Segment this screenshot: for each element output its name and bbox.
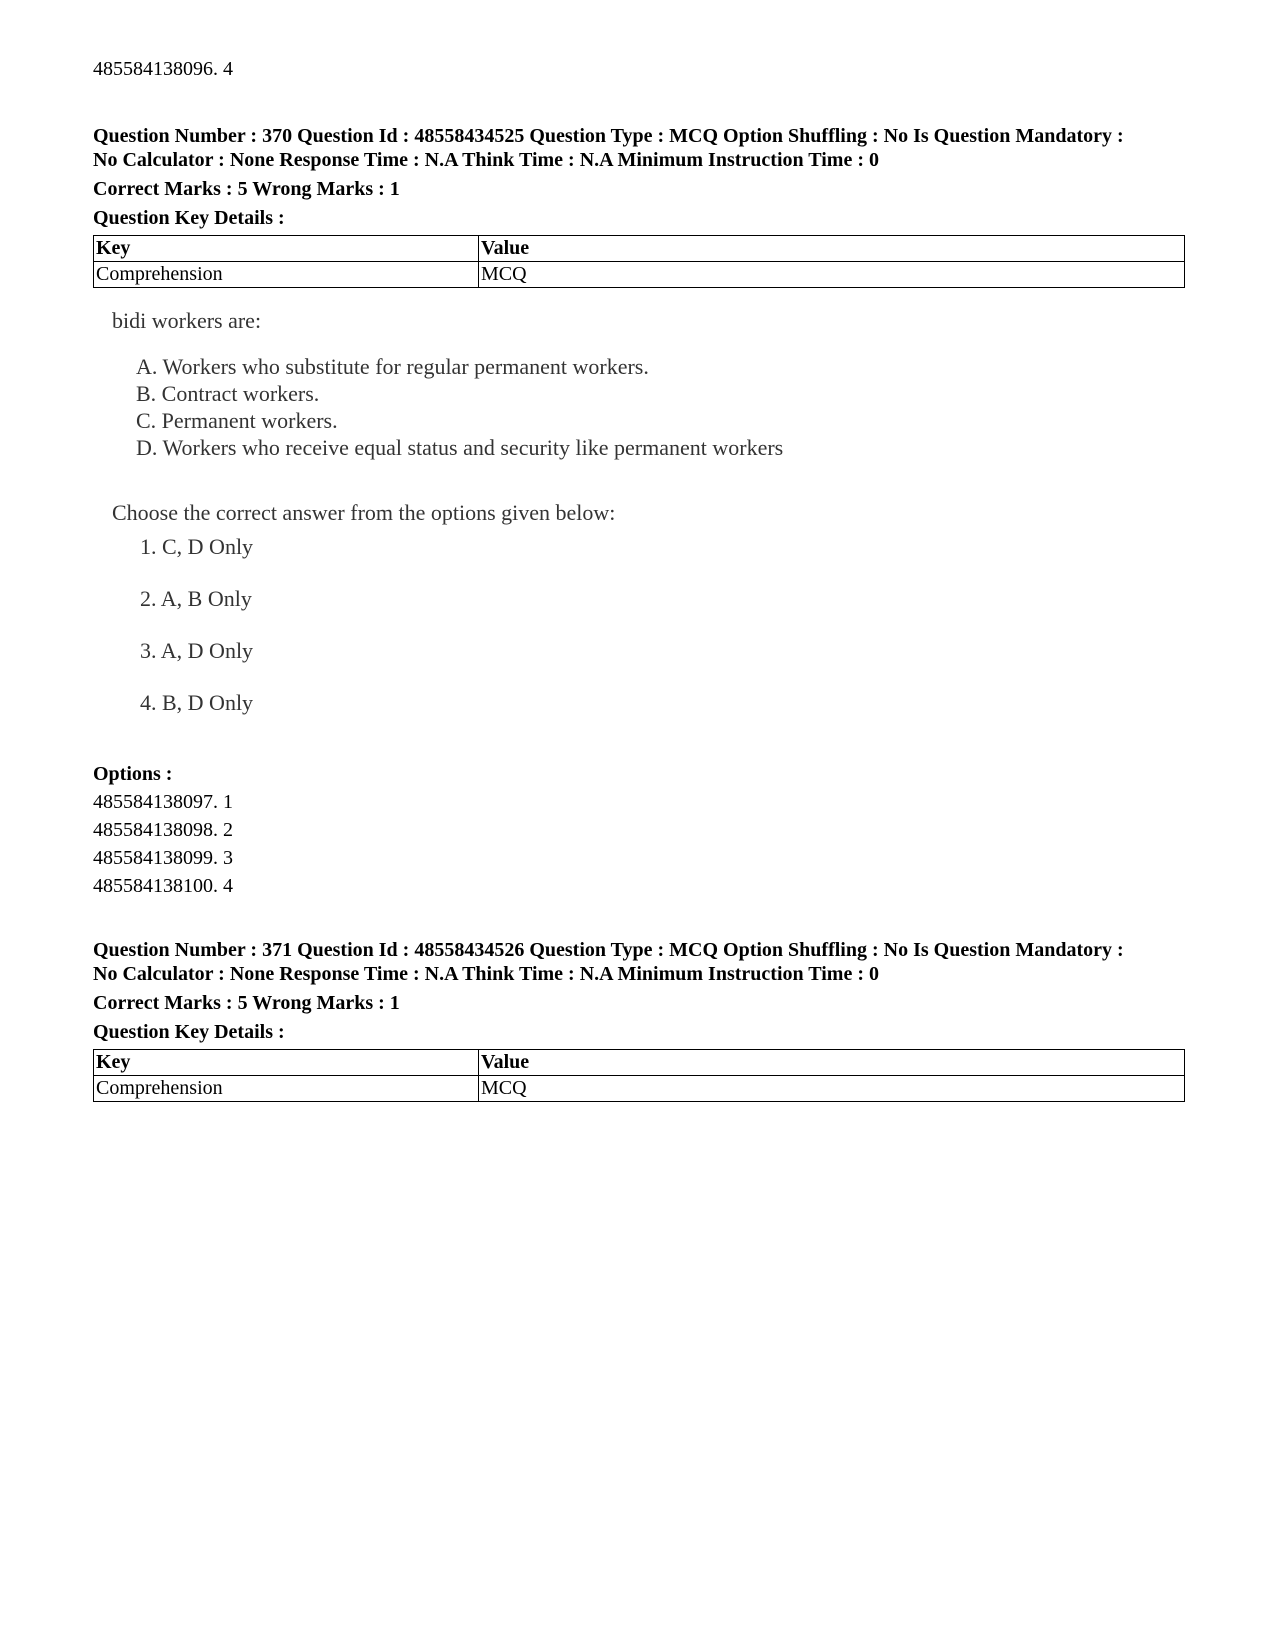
question-stem: bidi workers are: — [112, 308, 262, 333]
question-370-header — [93, 124, 1185, 172]
question-370-marks: Correct Marks : 5 Wrong Marks : 1 — [93, 178, 400, 200]
options-label: Options : — [93, 763, 173, 785]
option-id-3: 485584138099. 3 — [93, 847, 233, 869]
question-371-block — [93, 938, 1185, 1102]
table-row — [94, 262, 1185, 288]
answer-choice-1: 1. C, D Only — [140, 534, 254, 559]
table-cell-key: Comprehension — [94, 1076, 479, 1102]
question-370-header-line1: Question Number : 370 Question Id : 48558434525 Question Type : MCQ Option Shuffling : No Is Question Mandatory : — [93, 125, 1124, 147]
table-header-key: Key — [94, 236, 479, 262]
statement-a: A. Workers who substitute for regular permanent workers. — [136, 354, 649, 379]
table-header-value: Value — [479, 1050, 1185, 1076]
table-cell-key: Comprehension — [94, 262, 479, 288]
option-id-1: 485584138097. 1 — [93, 791, 233, 813]
statement-c: C. Permanent workers. — [136, 408, 338, 433]
question-371-header-line1: Question Number : 371 Question Id : 48558434526 Question Type : MCQ Option Shuffling : No Is Question Mandatory : — [93, 939, 1124, 961]
answer-choice-4: 4. B, D Only — [140, 690, 254, 715]
question-370-key-table — [93, 235, 1185, 288]
question-370-header-line2: No Calculator : None Response Time : N.A Think Time : N.A Minimum Instruction Time : 0 — [93, 149, 879, 171]
table-cell-value: MCQ — [479, 262, 1185, 288]
question-371-header — [93, 938, 1185, 986]
question-371-key-details-label: Question Key Details : — [93, 1021, 285, 1043]
answer-choice-3: 3. A, D Only — [140, 638, 254, 663]
statement-b: B. Contract workers. — [136, 381, 320, 406]
question-370-key-details-label: Question Key Details : — [93, 207, 285, 229]
previous-option: 485584138096. 4 — [93, 58, 233, 80]
table-cell-value: MCQ — [479, 1076, 1185, 1102]
question-371-header-line2: No Calculator : None Response Time : N.A Think Time : N.A Minimum Instruction Time : 0 — [93, 963, 879, 985]
table-header-value: Value — [479, 236, 1185, 262]
table-header-row — [94, 236, 1185, 262]
question-371-key-table — [93, 1049, 1185, 1102]
table-row — [94, 1076, 1185, 1102]
answer-choice-2: 2. A, B Only — [140, 586, 252, 611]
choose-instruction: Choose the correct answer from the options given below: — [112, 500, 616, 525]
question-371-marks: Correct Marks : 5 Wrong Marks : 1 — [93, 992, 400, 1014]
option-id-4: 485584138100. 4 — [93, 875, 233, 897]
statement-d: D. Workers who receive equal status and security like permanent workers — [136, 435, 784, 460]
table-header-key: Key — [94, 1050, 479, 1076]
question-370-block — [93, 124, 1185, 288]
option-id-2: 485584138098. 2 — [93, 819, 233, 841]
question-370-image — [112, 308, 852, 748]
table-header-row — [94, 1050, 1185, 1076]
